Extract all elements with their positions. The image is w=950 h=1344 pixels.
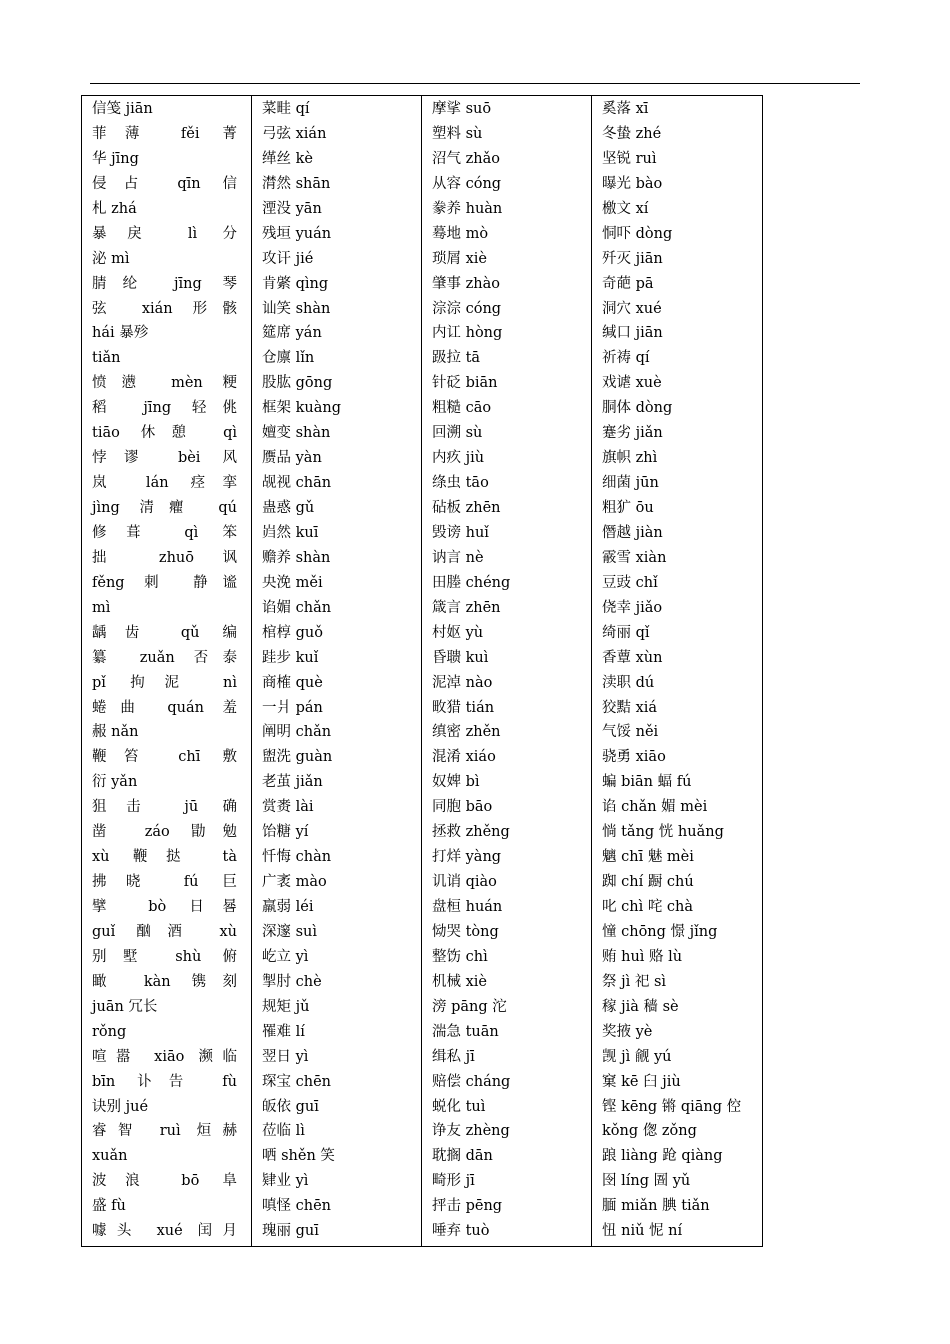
vocab-line: 田塍 chéng [432, 574, 511, 591]
vocab-line: 忸 niǔ 怩 ní [602, 1223, 683, 1240]
vocab-line: 拯救 zhěng [432, 824, 510, 841]
vocab-line: 打烊 yàng [432, 849, 502, 866]
vocab-line: 喧嚣 xiāo 濒临 [92, 1048, 237, 1065]
vocab-line: jìng 清癯 qú [92, 500, 237, 516]
vocab-line: 别墅 shù 俯 [92, 948, 237, 965]
vocab-line: 掣肘 chè [262, 973, 322, 990]
vocab-line: 细菌 jūn [602, 475, 659, 492]
vocab-line: 凿 záo 勖勉 [92, 824, 237, 841]
vocab-line: 骁勇 xiāo [602, 749, 666, 766]
vocab-line: kǒng 偬 zǒng [602, 1123, 697, 1140]
vocab-line: 屹立 yì [262, 948, 309, 965]
vocab-line: 擘 bò 日晷 [92, 899, 237, 915]
vocab-line: 混淆 xiáo [432, 749, 496, 766]
vocab-line: 赡养 shàn [262, 549, 331, 566]
vocab-line: 广袤 mào [262, 874, 327, 891]
vocab-line: 腈纶 jīng 琴 [92, 275, 237, 292]
vocab-line: mì [92, 599, 111, 616]
vocab-line: 绦虫 tāo [432, 475, 489, 492]
vocab-line: 拂晓 fú 巨 [92, 874, 237, 891]
vocab-line: 肯綮 qìng [262, 275, 329, 292]
vocab-line: 针砭 biān [432, 375, 498, 392]
vocab-line: 谄 chǎn 媚 mèi [602, 799, 708, 816]
vocab-line: 盥洗 guàn [262, 749, 333, 766]
vocab-line: rǒng [92, 1023, 127, 1040]
vocab-line: 拙 zhuō 讽 [92, 549, 237, 566]
vocab-line: 僭越 jiàn [602, 524, 663, 541]
vocab-line: 惝 tǎng 恍 huǎng [602, 824, 724, 841]
vocab-line: 奚落 xī [602, 101, 649, 117]
vocab-line: 胴体 dòng [602, 400, 673, 417]
vocab-line: 踟 chí 蹰 chú [602, 874, 694, 891]
vocab-line: 悖谬 bèi 风 [92, 450, 237, 467]
vocab-line: 股肱 gōng [262, 375, 333, 392]
vocab-line: 岿然 kuī [262, 524, 319, 541]
vocab-line: 纂 zuǎn 否泰 [92, 649, 237, 666]
vocab-line: 踉 liàng 跄 qiàng [602, 1148, 723, 1165]
vocab-line: 豢养 huàn [432, 200, 503, 217]
vocab-line: guǐ 酗酒 xù [92, 923, 237, 940]
vocab-line: 回溯 sù [432, 425, 483, 442]
vocab-line: 滂 pāng 沱 [432, 998, 507, 1015]
vocab-line: 祈祷 qí [602, 350, 650, 367]
vocab-line: 讥诮 qiào [432, 874, 497, 891]
vocab-line: xuǎn [92, 1148, 128, 1165]
vocab-line: 淙淙 cóng [432, 300, 502, 317]
vocab-line: 粗糙 cāo [432, 400, 492, 417]
vocab-line: 洞穴 xué [602, 300, 662, 317]
vocab-line: 毁谤 huǐ [432, 524, 489, 541]
vocab-line: 龋齿 qǔ 编 [92, 624, 237, 641]
vocab-line: 气馁 něi [602, 724, 659, 741]
vocab-line: 睿智 ruì 烜赫 [92, 1123, 237, 1140]
vocab-line: 菜畦 qí [262, 101, 310, 117]
vocab-line: 哂 shěn 笑 [262, 1148, 335, 1165]
vocab-line: 侵占 qīn 信 [92, 175, 237, 192]
vocab-line: 弦 xián 形骸 [92, 300, 237, 317]
vocab-line: 檄文 xí [602, 200, 649, 217]
vocab-line: 华 jīng [92, 150, 139, 167]
column-4 [592, 96, 763, 1247]
vocab-line: 恸哭 tòng [432, 923, 499, 940]
vocabulary-table [81, 95, 763, 1247]
vocab-line: 鞭笞 chī 敷 [92, 749, 237, 766]
vocab-line: tiǎn [92, 350, 121, 367]
vocab-line: 框架 kuàng [262, 400, 341, 417]
vocab-line: 沼气 zhǎo [432, 150, 500, 167]
vocab-line: 觇视 chān [262, 475, 332, 492]
vocab-line: 衍 yǎn [92, 774, 138, 791]
vocab-line: 湮没 yān [262, 200, 322, 217]
vocab-line: 缂丝 kè [262, 150, 313, 167]
vocab-line: 讷言 nè [432, 549, 484, 566]
vocab-line: 内疚 jiù [432, 450, 485, 467]
vocab-line: 赏赉 lài [262, 799, 314, 816]
vocab-line: 奖掖 yè [602, 1023, 653, 1040]
vocab-line: 囹 líng 圄 yǔ [602, 1173, 691, 1190]
vocab-line: 粗犷 ōu [602, 500, 654, 516]
vocab-line: 香蕈 xùn [602, 649, 663, 666]
vocab-line: 规矩 jǔ [262, 998, 310, 1015]
vocab-line: 棺椁 guǒ [262, 624, 323, 641]
vocab-line: 耽搁 dān [432, 1148, 493, 1165]
vocab-line: 稻 jīng 轻佻 [92, 400, 237, 417]
vocab-line: 琐屑 xiè [432, 250, 488, 267]
vocab-line: 暴戾 lì 分 [92, 225, 237, 242]
header-rule [90, 83, 860, 84]
vocab-line: 嗔怪 chēn [262, 1198, 331, 1215]
vocab-line: xù 鞭挞 tà [92, 849, 237, 866]
vocab-line: 摩挲 suō [432, 101, 492, 117]
vocab-line: 谄媚 chǎn [262, 599, 332, 616]
vocab-line: 噱头 xué 闰月 [92, 1223, 237, 1240]
vocab-line: 冬蛰 zhé [602, 125, 662, 142]
vocab-line: 箴言 zhēn [432, 599, 501, 616]
vocab-line: 羸弱 léi [262, 899, 314, 915]
vocab-line: 莅临 lì [262, 1123, 305, 1140]
vocab-line: 仓廪 lǐn [262, 350, 315, 367]
vocab-line: 饴糖 yí [262, 824, 309, 841]
vocab-line: 老茧 jiǎn [262, 774, 323, 791]
vocab-line: fěng 刺 静谧 [92, 574, 237, 591]
vocab-line: 侥幸 jiǎo [602, 599, 663, 616]
vocab-line: 狡黠 xiá [602, 699, 658, 716]
vocab-line: 同胞 bāo [432, 799, 493, 816]
vocab-line: 残垣 yuán [262, 225, 332, 242]
vocab-line: 窠 kē 臼 jiù [602, 1073, 681, 1090]
vocab-line: 菲薄 fěi 菁 [92, 125, 237, 142]
vocab-line: 砧板 zhēn [432, 500, 501, 516]
vocab-line: 泥淖 nào [432, 674, 493, 691]
vocab-line: 觊 jì 觎 yú [602, 1048, 672, 1065]
vocab-line: 蹇劣 jiǎn [602, 425, 663, 442]
vocab-line: 狙击 jū 确 [92, 799, 237, 816]
vocab-line: 深邃 suì [262, 923, 318, 940]
vocab-line: 稼 jià 穑 sè [602, 998, 679, 1015]
vocab-line: 筵席 yán [262, 325, 322, 342]
vocab-line: 赧 nǎn [92, 724, 139, 741]
vocab-line: 波浪 bō 阜 [92, 1173, 237, 1190]
vocab-line: 魑 chī 魅 mèi [602, 849, 694, 866]
vocab-line: 讪笑 shàn [262, 300, 331, 317]
vocab-line: 渎职 dú [602, 674, 655, 691]
vocab-line: 湍急 tuān [432, 1023, 499, 1040]
vocab-line: 商榷 què [262, 674, 323, 691]
vocab-line: 盘桓 huán [432, 899, 503, 915]
vocab-line: 赔偿 cháng [432, 1073, 511, 1090]
vocab-line: 祭 jì 祀 sì [602, 973, 667, 990]
vocab-line: 蜕化 tuì [432, 1098, 486, 1115]
vocab-line: 绮丽 qǐ [602, 624, 650, 641]
vocab-line: 整饬 chì [432, 948, 488, 965]
vocab-line: 霰雪 xiàn [602, 549, 667, 566]
vocab-line: 趿拉 tā [432, 350, 481, 367]
vocab-line: 叱 chì 咤 chà [602, 899, 694, 915]
vocab-line: 潸然 shān [262, 175, 331, 192]
vocab-line: 蛊惑 gǔ [262, 500, 315, 516]
vocab-line: 忏悔 chàn [262, 849, 332, 866]
vocab-line: 修葺 qì 笨 [92, 524, 237, 541]
vocab-line: pǐ 拘泥 nì [92, 674, 237, 691]
vocab-line: 曝光 bào [602, 175, 663, 192]
vocab-line: 恫吓 dòng [602, 225, 673, 242]
vocab-line: 塑料 sù [432, 125, 483, 142]
vocab-line: 旗帜 zhì [602, 450, 658, 467]
vocab-line: 铿 kēng 锵 qiāng 倥 [602, 1098, 742, 1115]
vocab-line: bīn 讣告 fù [92, 1073, 237, 1090]
vocab-line: 机械 xiè [432, 973, 488, 990]
vocab-line: 诤友 zhèng [432, 1123, 510, 1140]
vocab-line: 奴婢 bì [432, 774, 480, 791]
vocab-line: 蝙 biān 蝠 fú [602, 774, 692, 791]
vocab-line: 赝品 yàn [262, 450, 322, 467]
vocab-line: 泌 mì [92, 250, 130, 267]
vocab-line: 央浼 měi [262, 574, 323, 591]
vocab-line: 从容 cóng [432, 175, 502, 192]
vocab-line: 坚锐 ruì [602, 150, 657, 167]
vocab-line: 唾弃 tuò [432, 1223, 490, 1240]
vocab-line: 蜷曲 quán 羞 [92, 699, 237, 716]
vocab-line: 盛 fù [92, 1198, 126, 1215]
vocab-line: juān 冗长 [92, 998, 158, 1015]
vocab-line: 畸形 jī [432, 1173, 475, 1190]
vocab-line: 肄业 yì [262, 1173, 309, 1190]
column-1 [82, 96, 252, 1247]
vocab-line: 跬步 kuǐ [262, 649, 319, 666]
vocab-line: 缉私 jī [432, 1048, 475, 1065]
vocab-line: 瞰 kàn 镌刻 [92, 973, 237, 990]
vocab-line: 歼灭 jiān [602, 250, 663, 267]
vocab-line: 攻讦 jié [262, 250, 314, 267]
vocab-line: 琛宝 chēn [262, 1073, 331, 1090]
vocab-line: 愤懑 mèn 粳 [92, 375, 237, 392]
vocab-line: 腼 miǎn 腆 tiǎn [602, 1198, 710, 1215]
vocab-line: 翌日 yì [262, 1048, 309, 1065]
vocab-line: 阐明 chǎn [262, 724, 332, 741]
vocab-line: 畋猎 tián [432, 699, 495, 716]
vocab-line: 弓弦 xián [262, 125, 327, 142]
vocab-line: 一爿 pán [262, 699, 323, 716]
vocab-line: 嬗变 shàn [262, 425, 331, 442]
vocab-line: 皈依 guī [262, 1098, 319, 1115]
vocab-line: 蓦地 mò [432, 225, 489, 242]
vocab-line: 信笺 jiān [92, 101, 153, 117]
vocab-line: 诀别 jué [92, 1098, 149, 1115]
vocab-line: tiāo 休憩 qì [92, 425, 237, 442]
vocab-line: 村妪 yù [432, 624, 484, 641]
vocab-line: 岚 lán 痉挛 [92, 475, 237, 492]
vocab-line: 抨击 pēng [432, 1198, 503, 1215]
column-3 [422, 96, 592, 1247]
vocab-line: 札 zhá [92, 200, 137, 217]
vocab-line: 缄口 jiān [602, 325, 663, 342]
vocab-line: 昏聩 kuì [432, 649, 489, 666]
vocab-line: 内讧 hòng [432, 325, 503, 342]
column-2 [252, 96, 422, 1247]
vocab-line: 贿 huì 赂 lù [602, 948, 683, 965]
vocab-line: 豆豉 chǐ [602, 574, 658, 591]
vocab-line: 缜密 zhěn [432, 724, 501, 741]
vocab-line: 罹难 lí [262, 1023, 305, 1040]
vocab-line: 肇事 zhào [432, 275, 500, 292]
vocab-line: 憧 chōng 憬 jǐng [602, 923, 718, 940]
vocab-line: 戏谑 xuè [602, 375, 662, 392]
vocab-line: 瑰丽 guī [262, 1223, 319, 1240]
vocab-line: 奇葩 pā [602, 275, 654, 292]
vocab-line: hái 暴殄 [92, 325, 149, 342]
